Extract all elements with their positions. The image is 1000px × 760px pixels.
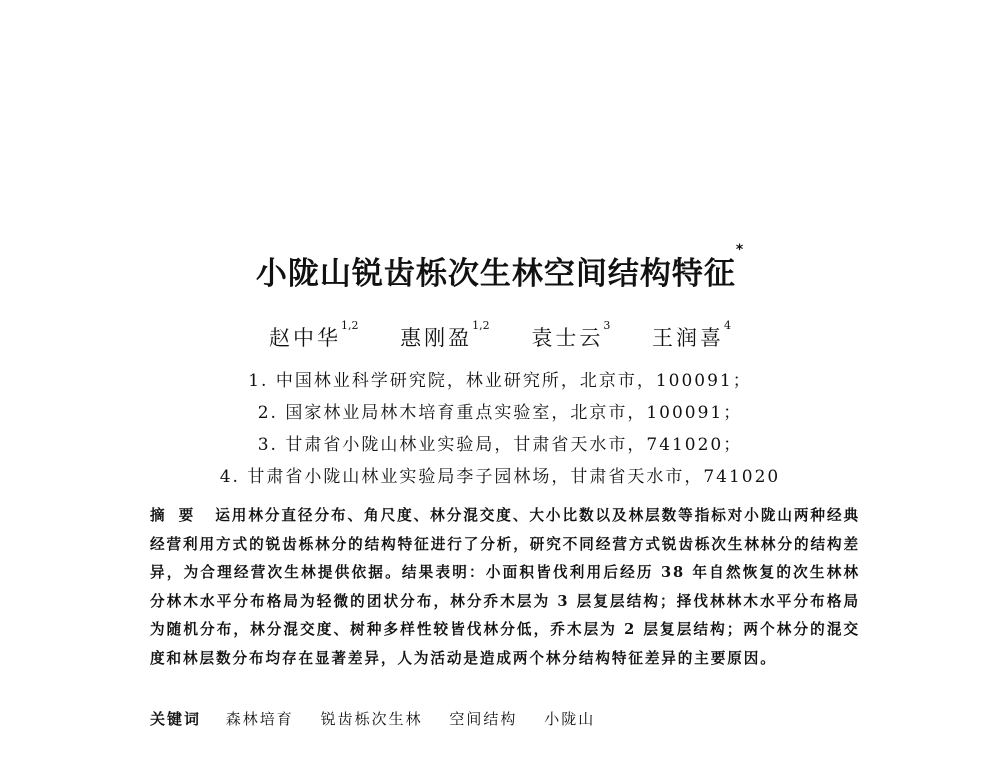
author	[652, 319, 732, 352]
author-name: 惠刚盈	[400, 326, 473, 350]
affiliation: 3. 甘肃省小陇山林业实验局，甘肃省天水市，741020；	[257, 435, 743, 455]
author-name: 王润喜	[652, 326, 725, 350]
author-name: 赵中华	[268, 326, 341, 350]
paper-title	[0, 242, 1000, 293]
keyword: 锐齿栎次生林	[320, 710, 423, 728]
keyword: 森林培育	[225, 710, 294, 728]
author-affil-mark: 4	[724, 319, 732, 332]
keywords	[150, 705, 860, 733]
title-footnote-mark: *	[735, 242, 745, 258]
author-affil-mark: 1,2	[472, 319, 490, 332]
keyword: 小陇山	[544, 710, 596, 728]
author	[531, 319, 611, 352]
affiliation-list	[0, 365, 1000, 493]
title-text: 小陇山锐齿栎次生林空间结构特征	[255, 256, 736, 292]
author-list	[0, 319, 1000, 352]
author	[268, 319, 359, 352]
abstract-label: 摘要	[150, 507, 208, 524]
author-name: 袁士云	[531, 326, 604, 350]
keywords-label: 关键词	[150, 710, 202, 728]
author	[400, 319, 490, 352]
author-affil-mark: 3	[603, 319, 611, 332]
abstract	[150, 502, 860, 673]
affiliation: 4. 甘肃省小陇山林业实验局李子园林场，甘肃省天水市，741020	[219, 467, 781, 487]
keyword: 空间结构	[449, 710, 518, 728]
affiliation: 2. 国家林业局林木培育重点实验室，北京市，100091；	[257, 403, 743, 423]
affiliation: 1. 中国林业科学研究院，林业研究所，北京市，100091；	[248, 371, 752, 391]
author-affil-mark: 1,2	[340, 319, 359, 332]
abstract-text: 运用林分直径分布、角尺度、林分混交度、大小比数以及林层数等指标对小陇山两种经典经营利用方式的锐齿栎林分的结构特征进行了分析，研究不同经营方式锐齿栎次生林林分的结构差异，为合理经营次生林提供依据。结果表明：小面积皆伐利用后经历 38 年自然恢复的次生林林分林木水平分布格局为轻微的团状分布，林分乔木层为 3 层复层结构；择伐林林木水平分布格局为随机分布，林分混交度、树种多样性较皆伐林分低，乔木层为 2 层复层结构；两个林分的混交度和林层数分布均存在显著差异，人为活动是造成两个林分结构特征差异的主要原因。	[150, 507, 860, 667]
